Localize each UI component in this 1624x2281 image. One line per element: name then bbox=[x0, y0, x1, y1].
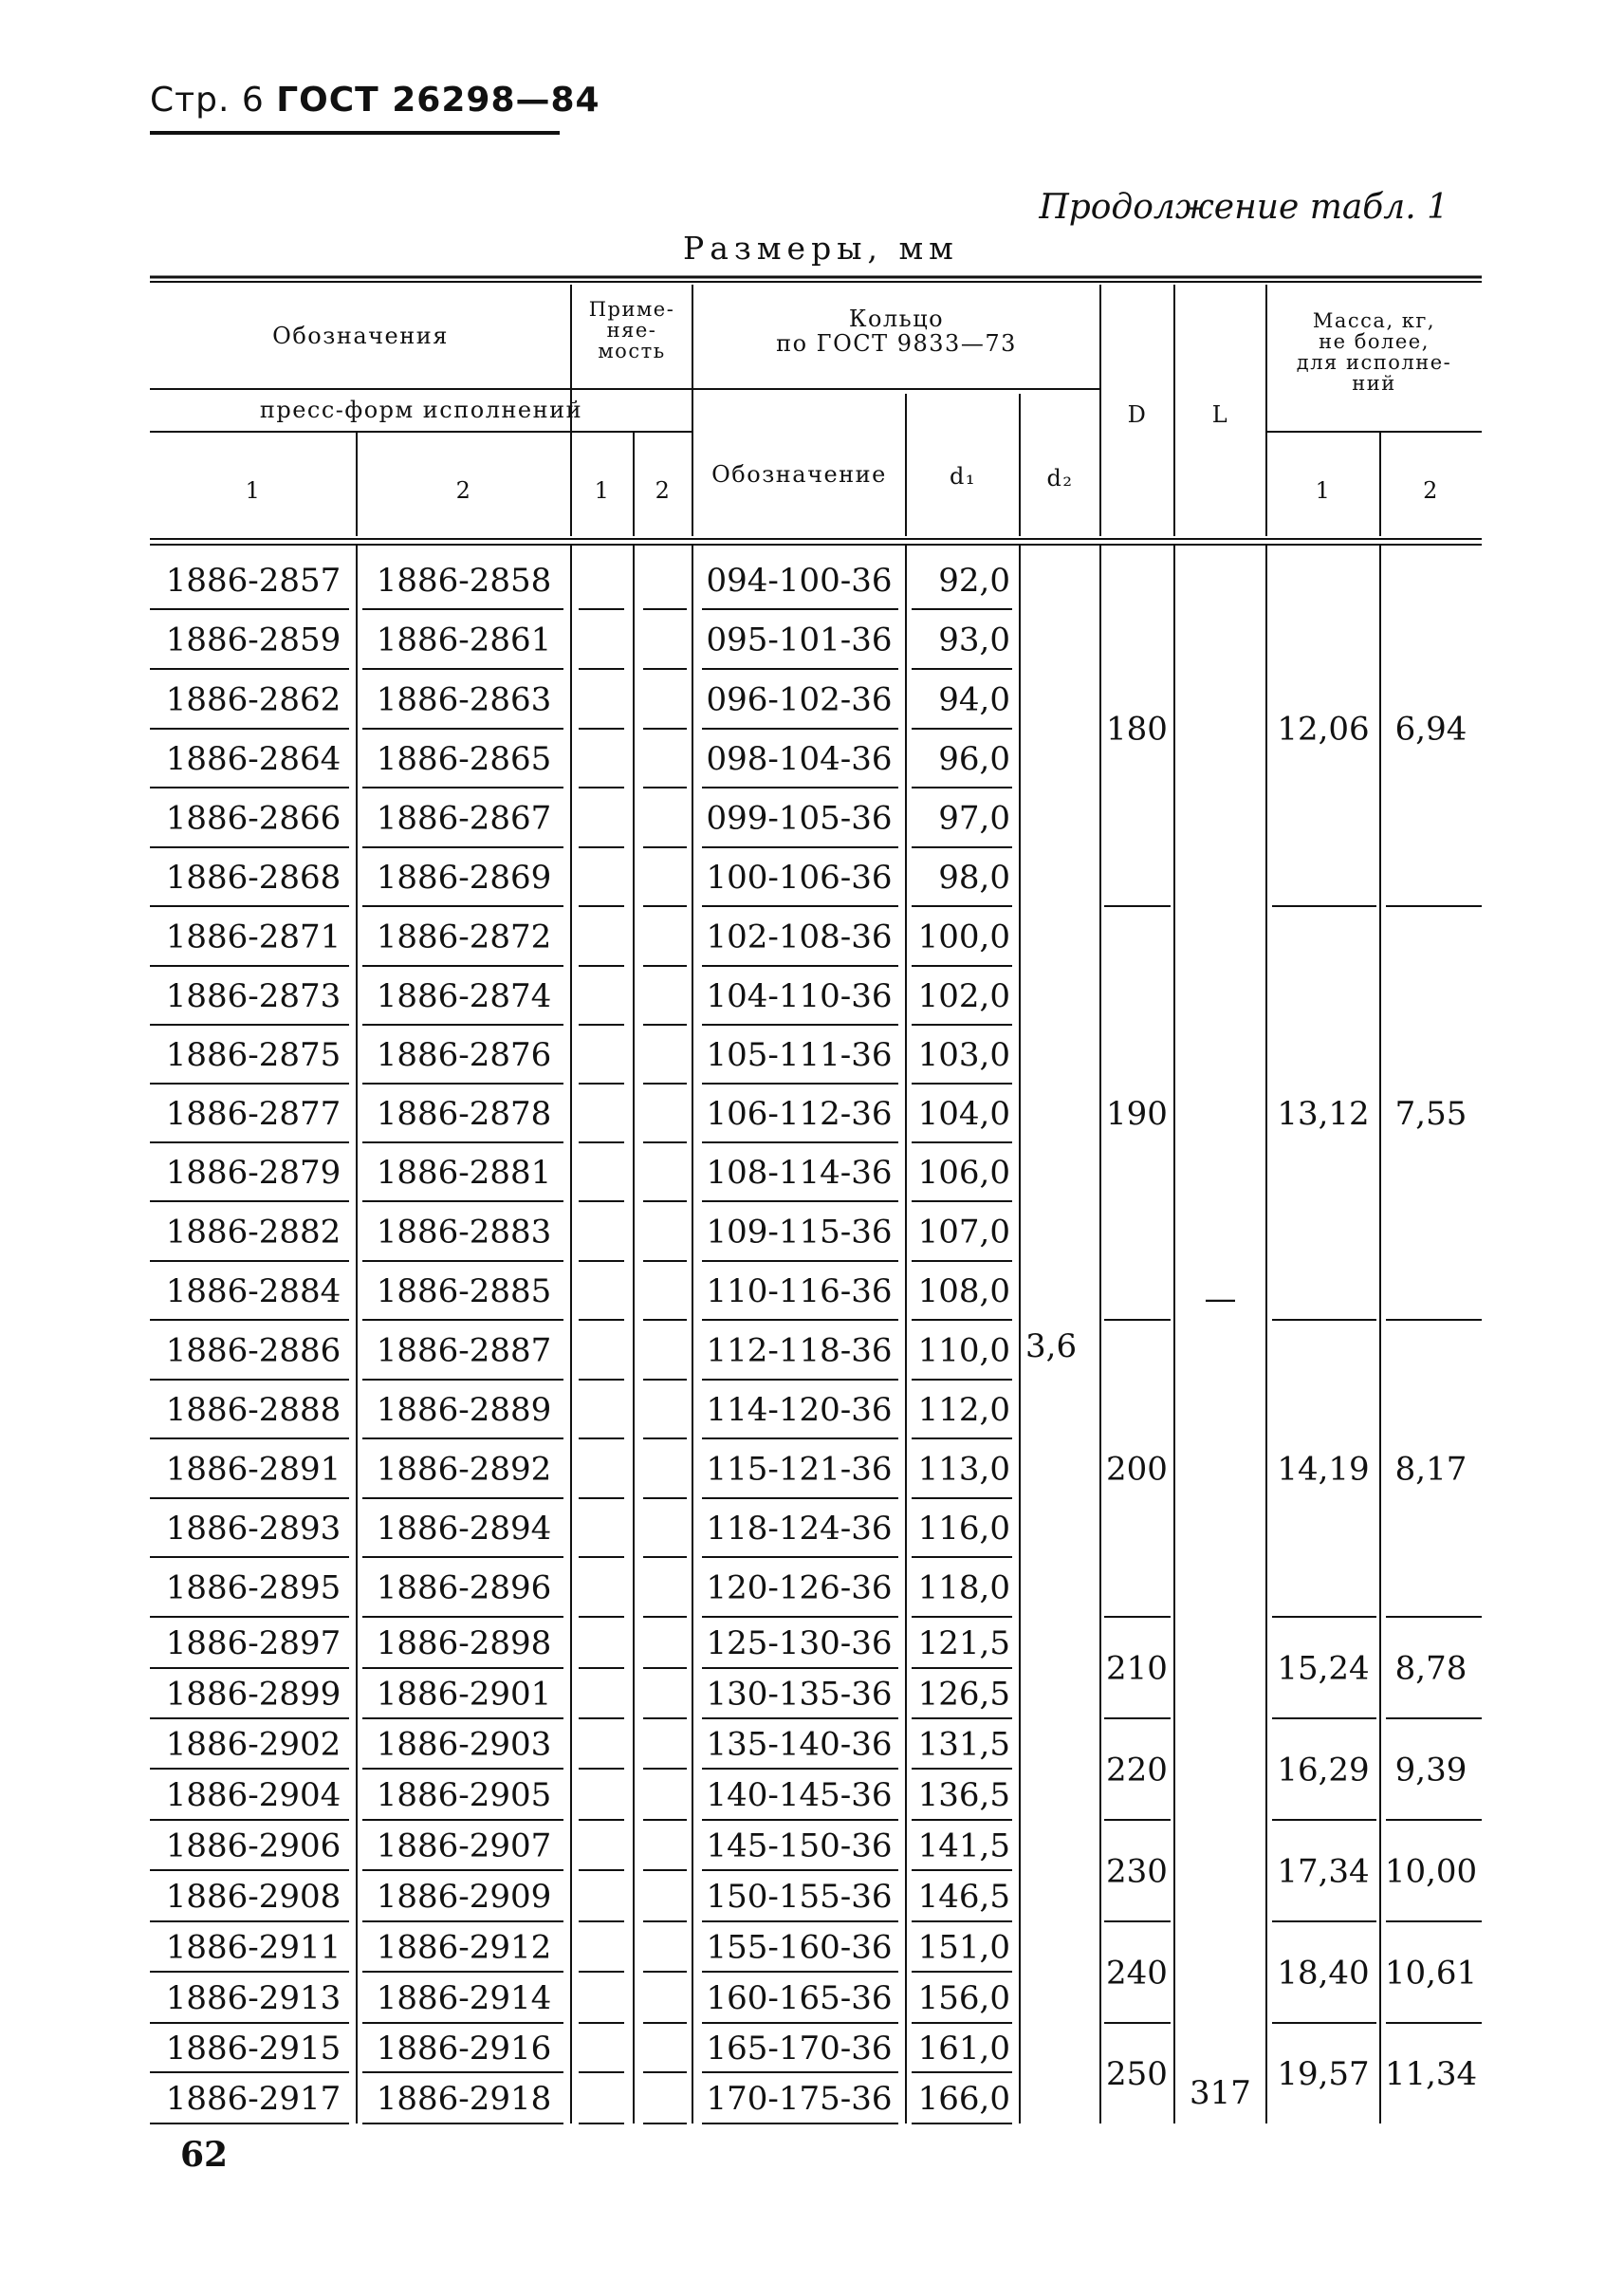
D-value: 250 bbox=[1106, 2055, 1168, 2093]
ring-designation: 108-114-36 bbox=[706, 1154, 893, 1192]
ring-designation: 096-102-36 bbox=[706, 680, 893, 719]
L-dash: — bbox=[1204, 1280, 1237, 1318]
d1-value: 93,0 bbox=[938, 621, 1010, 659]
d1-value: 121,5 bbox=[917, 1624, 1010, 1662]
d1-value: 100,0 bbox=[917, 918, 1010, 956]
mold-designation-1: 1886-2908 bbox=[165, 1878, 341, 1916]
mold-designation-2: 1886-2894 bbox=[376, 1510, 552, 1548]
D-value: 210 bbox=[1106, 1649, 1168, 1688]
ring-designation: 104-110-36 bbox=[706, 977, 893, 1015]
mold-designation-2: 1886-2885 bbox=[376, 1272, 552, 1310]
ring-designation-header: Обозначение bbox=[711, 461, 887, 488]
D-header: D bbox=[1127, 401, 1148, 428]
d1-value: 104,0 bbox=[917, 1095, 1010, 1133]
table-continuation: Продолжение табл. 1 bbox=[1039, 188, 1449, 227]
D-value: 230 bbox=[1106, 1852, 1168, 1891]
mass-2-value: 11,34 bbox=[1384, 2055, 1478, 2093]
d2-value: 3,6 bbox=[1025, 1327, 1078, 1365]
mold-versions-header: пресс-форм исполнений bbox=[259, 397, 583, 423]
d1-value: 97,0 bbox=[938, 799, 1010, 838]
d1-value: 116,0 bbox=[917, 1510, 1010, 1548]
d1-value: 102,0 bbox=[917, 977, 1010, 1015]
d1-value: 107,0 bbox=[917, 1213, 1010, 1252]
mass-2-value: 8,78 bbox=[1394, 1649, 1467, 1688]
d1-value: 113,0 bbox=[917, 1450, 1010, 1489]
mold-designation-2: 1886-2863 bbox=[376, 680, 552, 719]
mold-designation-1: 1886-2899 bbox=[165, 1675, 341, 1714]
mold-designation-1: 1886-2915 bbox=[165, 2030, 341, 2068]
mold-designation-1: 1886-2888 bbox=[165, 1391, 341, 1429]
mass-1-value: 14,19 bbox=[1277, 1450, 1370, 1489]
mold-designation-1: 1886-2897 bbox=[165, 1624, 341, 1662]
mass-1-value: 16,29 bbox=[1277, 1751, 1370, 1790]
ring-designation: 145-150-36 bbox=[706, 1827, 893, 1865]
d1-value: 106,0 bbox=[917, 1154, 1010, 1192]
d1-value: 156,0 bbox=[917, 1979, 1010, 2017]
designations-header: Обозначения bbox=[272, 323, 449, 349]
ring-designation: 140-145-36 bbox=[706, 1776, 893, 1814]
d1-value: 98,0 bbox=[938, 859, 1010, 897]
D-value: 220 bbox=[1106, 1751, 1168, 1790]
d1-value: 94,0 bbox=[938, 680, 1010, 719]
ring-designation: 150-155-36 bbox=[706, 1878, 893, 1916]
ring-designation: 160-165-36 bbox=[706, 1979, 893, 2017]
mass-header: ний bbox=[1352, 372, 1396, 395]
ring-designation: 098-104-36 bbox=[706, 740, 893, 778]
ring-designation: 114-120-36 bbox=[706, 1391, 893, 1429]
ring-designation: 099-105-36 bbox=[706, 799, 893, 838]
mold-designation-2: 1886-2918 bbox=[376, 2080, 552, 2118]
mold-designation-2: 1886-2881 bbox=[376, 1154, 552, 1192]
ring-designation: 110-116-36 bbox=[706, 1272, 893, 1310]
mold-designation-1: 1886-2864 bbox=[165, 740, 341, 778]
mold-designation-1: 1886-2877 bbox=[165, 1095, 341, 1133]
mold-designation-1: 1886-2873 bbox=[165, 977, 341, 1015]
mold-designation-1: 1886-2917 bbox=[165, 2080, 341, 2118]
version-1-header: 1 bbox=[245, 477, 262, 504]
ring-designation: 100-106-36 bbox=[706, 859, 893, 897]
ring-designation: 095-101-36 bbox=[706, 621, 893, 659]
mass-2-value: 10,61 bbox=[1384, 1954, 1478, 1993]
ring-header: Кольцо bbox=[848, 306, 945, 332]
ring-header: по ГОСТ 9833—73 bbox=[776, 330, 1017, 357]
mold-designation-2: 1886-2861 bbox=[376, 621, 552, 659]
standard-title: ГОСТ 26298—84 bbox=[276, 81, 600, 120]
ring-designation: 105-111-36 bbox=[706, 1036, 893, 1074]
D-value: 240 bbox=[1106, 1954, 1168, 1993]
mold-designation-1: 1886-2904 bbox=[165, 1776, 341, 1814]
mold-designation-2: 1886-2892 bbox=[376, 1450, 552, 1489]
mold-designation-2: 1886-2889 bbox=[376, 1391, 552, 1429]
mold-designation-1: 1886-2893 bbox=[165, 1510, 341, 1548]
d1-value: 136,5 bbox=[917, 1776, 1010, 1814]
applicability-header: Приме- bbox=[588, 298, 675, 321]
ring-designation: 109-115-36 bbox=[706, 1213, 893, 1252]
mold-designation-1: 1886-2884 bbox=[165, 1272, 341, 1310]
d1-value: 112,0 bbox=[917, 1391, 1010, 1429]
mold-designation-2: 1886-2887 bbox=[376, 1331, 552, 1370]
mold-designation-2: 1886-2876 bbox=[376, 1036, 552, 1074]
L-value: 317 bbox=[1190, 2074, 1251, 2112]
mold-designation-1: 1886-2902 bbox=[165, 1725, 341, 1764]
d1-value: 141,5 bbox=[917, 1827, 1010, 1865]
mold-designation-2: 1886-2909 bbox=[376, 1878, 552, 1916]
mold-designation-2: 1886-2874 bbox=[376, 977, 552, 1015]
page-number: 62 bbox=[180, 2135, 229, 2175]
applicability-2-header: 2 bbox=[655, 477, 672, 504]
mold-designation-1: 1886-2857 bbox=[165, 562, 341, 600]
mold-designation-2: 1886-2912 bbox=[376, 1928, 552, 1967]
ring-designation: 170-175-36 bbox=[706, 2080, 893, 2118]
d1-value: 126,5 bbox=[917, 1675, 1010, 1714]
mass-2-header: 2 bbox=[1423, 477, 1439, 504]
mass-1-value: 15,24 bbox=[1277, 1649, 1370, 1688]
ring-designation: 112-118-36 bbox=[706, 1331, 893, 1370]
mass-1-value: 18,40 bbox=[1277, 1954, 1370, 1993]
mold-designation-1: 1886-2913 bbox=[165, 1979, 341, 2017]
mold-designation-2: 1886-2907 bbox=[376, 1827, 552, 1865]
mold-designation-1: 1886-2875 bbox=[165, 1036, 341, 1074]
d1-value: 146,5 bbox=[917, 1878, 1010, 1916]
d1-value: 96,0 bbox=[938, 740, 1010, 778]
mold-designation-2: 1886-2914 bbox=[376, 1979, 552, 2017]
applicability-1-header: 1 bbox=[594, 477, 611, 504]
mold-designation-2: 1886-2858 bbox=[376, 562, 552, 600]
d2-header: d₂ bbox=[1046, 465, 1074, 491]
d1-header: d₁ bbox=[950, 463, 976, 490]
mold-designation-2: 1886-2872 bbox=[376, 918, 552, 956]
mold-designation-1: 1886-2859 bbox=[165, 621, 341, 659]
D-value: 200 bbox=[1106, 1450, 1168, 1489]
mold-designation-2: 1886-2869 bbox=[376, 859, 552, 897]
ring-designation: 094-100-36 bbox=[706, 562, 893, 600]
L-header: L bbox=[1211, 401, 1229, 428]
units-caption: Размеры, мм bbox=[683, 230, 959, 267]
mold-designation-2: 1886-2916 bbox=[376, 2030, 552, 2068]
mass-1-value: 19,57 bbox=[1277, 2055, 1370, 2093]
mold-designation-1: 1886-2866 bbox=[165, 799, 341, 838]
mass-header: не более, bbox=[1319, 330, 1430, 353]
mold-designation-1: 1886-2862 bbox=[165, 680, 341, 719]
mold-designation-2: 1886-2883 bbox=[376, 1213, 552, 1252]
ring-designation: 102-108-36 bbox=[706, 918, 893, 956]
D-value: 190 bbox=[1106, 1095, 1168, 1133]
ring-designation: 165-170-36 bbox=[706, 2030, 893, 2068]
mass-2-value: 9,39 bbox=[1394, 1751, 1467, 1790]
ring-designation: 125-130-36 bbox=[706, 1624, 893, 1662]
d1-value: 118,0 bbox=[917, 1568, 1010, 1607]
mold-designation-2: 1886-2896 bbox=[376, 1568, 552, 1607]
ring-designation: 115-121-36 bbox=[706, 1450, 893, 1489]
version-2-header: 2 bbox=[455, 477, 472, 504]
d1-value: 108,0 bbox=[917, 1272, 1010, 1310]
mold-designation-1: 1886-2911 bbox=[165, 1928, 341, 1967]
ring-designation: 106-112-36 bbox=[706, 1095, 893, 1133]
mold-designation-1: 1886-2886 bbox=[165, 1331, 341, 1370]
page-label: Стр. 6 bbox=[150, 81, 265, 120]
mold-designation-2: 1886-2903 bbox=[376, 1725, 552, 1764]
ring-designation: 118-124-36 bbox=[706, 1510, 893, 1548]
mass-1-header: 1 bbox=[1315, 477, 1332, 504]
ring-designation: 130-135-36 bbox=[706, 1675, 893, 1714]
mold-designation-2: 1886-2901 bbox=[376, 1675, 552, 1714]
D-value: 180 bbox=[1106, 710, 1168, 749]
applicability-header: няе- bbox=[606, 319, 657, 342]
mold-designation-1: 1886-2871 bbox=[165, 918, 341, 956]
d1-value: 110,0 bbox=[917, 1331, 1010, 1370]
mold-designation-2: 1886-2905 bbox=[376, 1776, 552, 1814]
mass-1-value: 17,34 bbox=[1277, 1852, 1370, 1891]
mass-1-value: 13,12 bbox=[1277, 1095, 1370, 1133]
mass-2-value: 6,94 bbox=[1394, 710, 1467, 749]
mass-header: Масса, кг, bbox=[1312, 309, 1436, 332]
mold-designation-1: 1886-2879 bbox=[165, 1154, 341, 1192]
d1-value: 161,0 bbox=[917, 2030, 1010, 2068]
d1-value: 151,0 bbox=[917, 1928, 1010, 1967]
applicability-header: мость bbox=[598, 340, 666, 362]
ring-designation: 135-140-36 bbox=[706, 1725, 893, 1764]
mass-2-value: 10,00 bbox=[1384, 1852, 1478, 1891]
mold-designation-1: 1886-2895 bbox=[165, 1568, 341, 1607]
mass-header: для исполне- bbox=[1296, 351, 1452, 374]
d1-value: 103,0 bbox=[917, 1036, 1010, 1074]
mold-designation-2: 1886-2878 bbox=[376, 1095, 552, 1133]
d1-value: 166,0 bbox=[917, 2080, 1010, 2118]
mass-2-value: 7,55 bbox=[1394, 1095, 1467, 1133]
mold-designation-2: 1886-2867 bbox=[376, 799, 552, 838]
mold-designation-2: 1886-2898 bbox=[376, 1624, 552, 1662]
mold-designation-1: 1886-2906 bbox=[165, 1827, 341, 1865]
mold-designation-1: 1886-2868 bbox=[165, 859, 341, 897]
mold-designation-1: 1886-2882 bbox=[165, 1213, 341, 1252]
d1-value: 92,0 bbox=[938, 562, 1010, 600]
mold-designation-2: 1886-2865 bbox=[376, 740, 552, 778]
ring-designation: 155-160-36 bbox=[706, 1928, 893, 1967]
mass-1-value: 12,06 bbox=[1277, 710, 1370, 749]
mold-designation-1: 1886-2891 bbox=[165, 1450, 341, 1489]
d1-value: 131,5 bbox=[917, 1725, 1010, 1764]
ring-designation: 120-126-36 bbox=[706, 1568, 893, 1607]
mass-2-value: 8,17 bbox=[1394, 1450, 1467, 1489]
